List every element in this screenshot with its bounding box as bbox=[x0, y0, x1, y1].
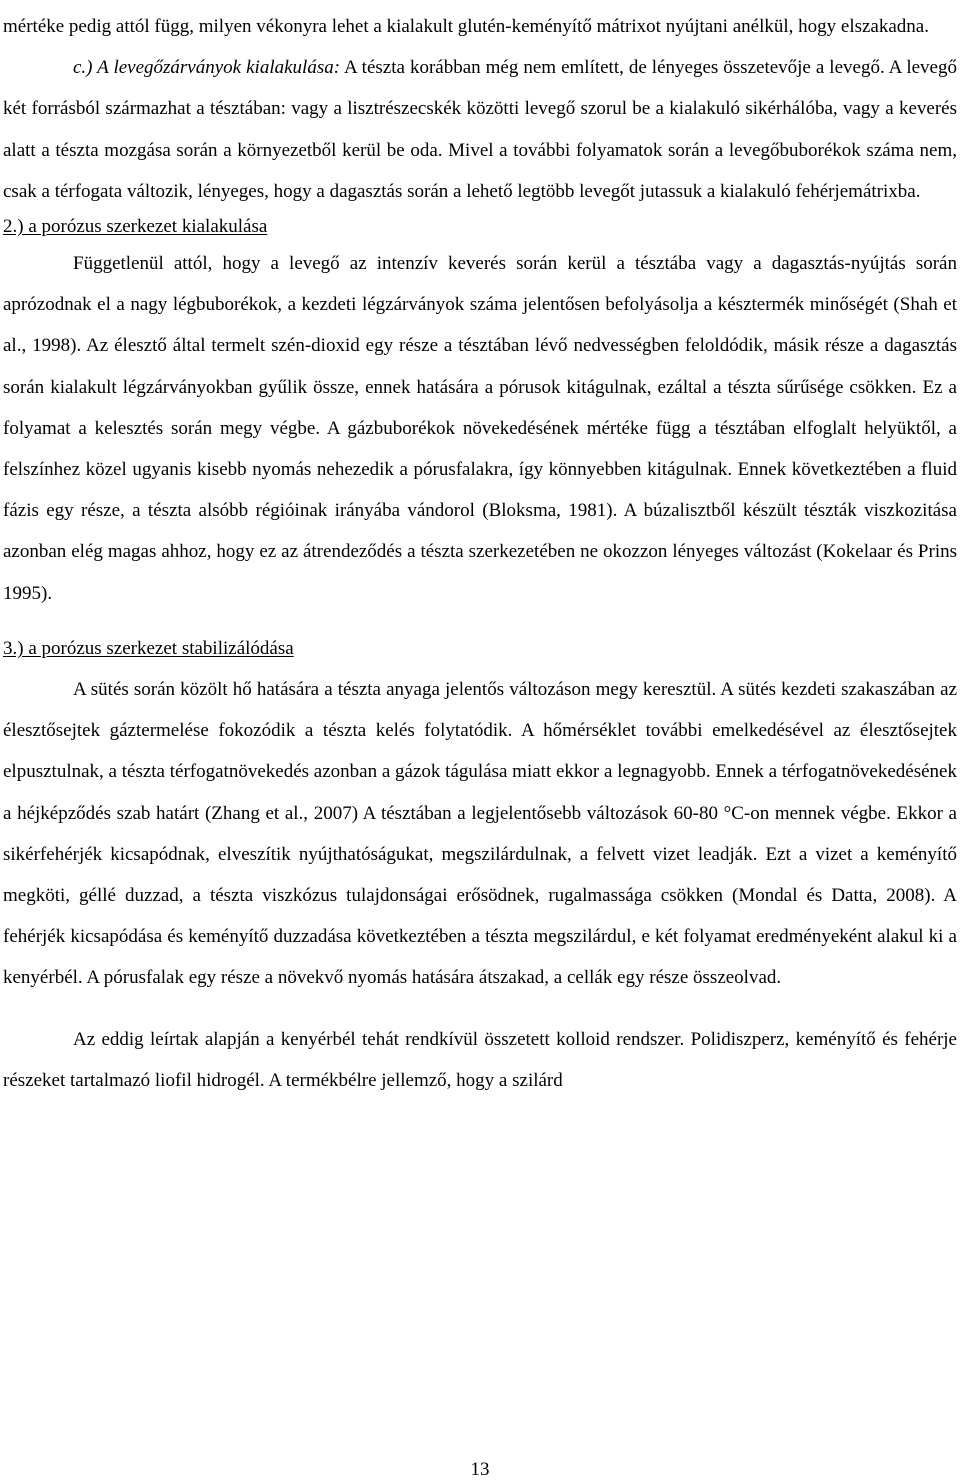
paragraph-section-3-text: A sütés során közölt hő hatására a tészta anyaga jelentős változáson megy keresztül. A sütés kezdeti szakaszában az élesztősejtek gáztermelése fokozódik a tészta kelés folytatódik. A hőmérséklet további emelkedésével az élesztősejtek elpusztulnak, a tészta térfogatnövekedés azonban a gázok tágulása miatt ekkor a legnagyobb. Ennek a térfogatnövekedésének a héjképződés szab határt (Zhang et al., 2007) A tésztában a legjelentősebb változások 60-80 °C-on mennek végbe. Ekkor a sikérfehérjék kicsapódnak, elveszítik nyújthatóságukat, megszilárdulnak, a felvett vizet leadják. Ezt a vizet a keményítő megköti, géllé duzzad, a tészta viszkózus tulajdonságai erősödnek, rugalmassága csökken (Mondal és Datta, 2008). A fehérjék kicsapódása és keményítő duzzadása következtében a tészta megszilárdul, e két folyamat eredményeként alakul ki a kenyérbél. A pórusfalak egy része a növekvő nyomás hatására átszakad, a cellák egy része összeolvad. bbox=[3, 679, 957, 989]
paragraph-section-4 bbox=[3, 1019, 957, 1101]
paragraph-c-label: c.) A levegőzárványok kialakulása: bbox=[73, 57, 341, 79]
heading-section-2-wrapper bbox=[3, 212, 957, 241]
paragraph-intro-text: mértéke pedig attól függ, milyen vékonyra lehet a kialakult glutén-keményítő mátrixot nyújtani anélkül, hogy elszakadna. bbox=[3, 16, 929, 37]
paragraph-c-text: A tészta korábban még nem említett, de lényeges összetevője a levegő. A levegő két forrásból származhat a tésztában: vagy a lisztrészecskék közötti levegő szorul be a kialakuló sikérhálóba, vagy a keverés alatt a tészta mozgása során a környezetből kerül be oda. Mivel a további folyamatok során a levegőbuborékok száma nem, csak a térfogata változik, lényeges, hogy a dagasztás során a lehető legtöbb levegőt jutassuk a kialakuló fehérjemátrixba. bbox=[3, 57, 957, 202]
heading-section-2: 2.) a porózus szerkezet kialakulása bbox=[3, 216, 268, 238]
paragraph-section-2 bbox=[3, 243, 957, 614]
paragraph-section-3 bbox=[3, 669, 957, 999]
paragraph-section-2-text: Függetlenül attól, hogy a levegő az intenzív keverés során kerül a tésztába vagy a dagasztás-nyújtás során aprózodnak el a nagy légbuborékok, a kezdeti légzárványok száma jelentősen befolyásolja a késztermék minőségét (Shah et al., 1998). Az élesztő által termelt szén-dioxid egy része a tésztában lévő nedvességben feloldódik, másik része a dagasztás során kialakult légzárványokban gyűlik össze, ennek hatására a pórusok kitágulnak, ezáltal a tészta sűrűsége csökken. Ez a folyamat a kelesztés során megy végbe. A gázbuborékok növekedésének mértéke függ a tésztában elfoglalt helyüktől, a felszínhez közel ugyanis kisebb nyomás nehezedik a pórusfalakra, így könnyebben kitágulnak. Ennek következtében a fluid fázis egy része, a tészta alsóbb régióinak irányába vándorol (Bloksma, 1981). A búzalisztből készült tészták viszkozitása azonban elég magas ahhoz, hogy ez az átrendeződés a tészta szerkezetében ne okozzon lényeges változást (Kokelaar és Prins 1995). bbox=[3, 253, 957, 604]
paragraph-section-4-text: Az eddig leírtak alapján a kenyérbél tehát rendkívül összetett kolloid rendszer. Polidiszperz, keményítő és fehérje részeket tartalmazó liofil hidrogél. A termékbélre jellemző, hogy a szilárd bbox=[3, 1028, 957, 1091]
paragraph-c-levegozarvanyok bbox=[3, 47, 957, 212]
paragraph-intro bbox=[3, 6, 957, 47]
document-page bbox=[3, 6, 957, 1101]
heading-section-3: 3.) a porózus szerkezet stabilizálódása bbox=[3, 637, 294, 659]
page-number: 13 bbox=[470, 1459, 490, 1480]
heading-section-3-wrapper bbox=[3, 628, 957, 669]
